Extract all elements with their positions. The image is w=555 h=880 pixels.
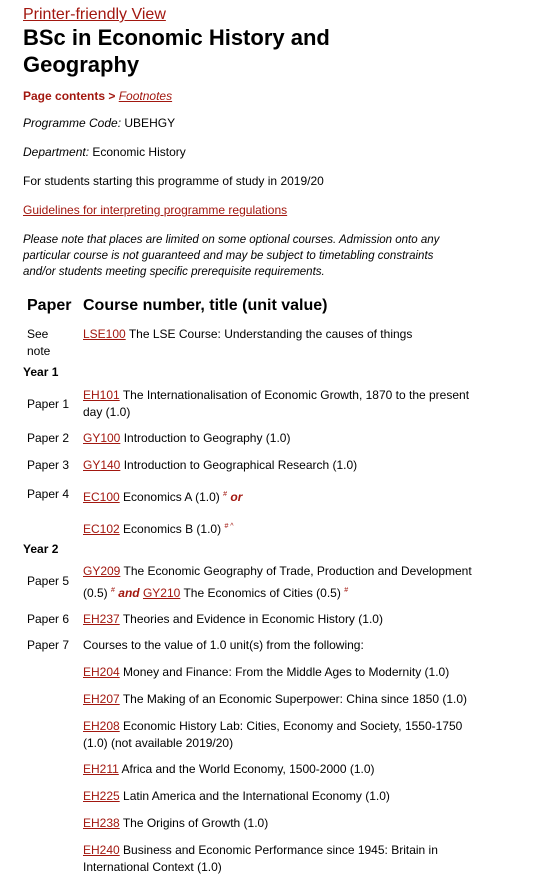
course-cell xyxy=(83,518,483,538)
course-title: The Origins of Growth (1.0) xyxy=(122,816,269,830)
conjunction: and xyxy=(118,586,140,600)
course-link[interactable]: GY100 xyxy=(83,431,121,445)
course-title: Economics B (1.0) xyxy=(123,522,222,536)
paper-cell: Paper 7 xyxy=(27,638,70,652)
availability-note: Please note that places are limited on some optional courses. Admission onto any particular course is not guaranteed and may be subject to timetabling constraints and/or students meeting specific prerequisite requirements. xyxy=(23,234,440,278)
department-value: Economic History xyxy=(92,145,186,159)
course-cell xyxy=(83,842,483,876)
course-link[interactable]: EH238 xyxy=(83,816,120,830)
course-cell xyxy=(83,326,483,343)
course-title: Introduction to Geographical Research (1.0) xyxy=(123,458,358,472)
course-title: The Internationalisation of Economic Growth, 1870 to the present day (1.0) xyxy=(83,388,470,419)
conjunction: or xyxy=(230,490,243,504)
paper-cell: See note xyxy=(27,327,51,358)
course-link[interactable]: EH204 xyxy=(83,665,120,679)
paper-cell: Paper 2 xyxy=(27,431,70,445)
course-cell xyxy=(83,761,483,778)
page-title: BSc in Economic History and Geography xyxy=(23,25,330,77)
page-contents-label: Page contents > xyxy=(23,89,116,103)
programme-code-value: UBEHGY xyxy=(124,116,176,130)
course-title: The Economics of Cities (0.5) xyxy=(183,586,341,600)
course-title: Introduction to Geography (1.0) xyxy=(123,431,291,445)
course-link[interactable]: GY210 xyxy=(142,586,181,600)
guidelines-link[interactable]: Guidelines for interpreting programme regulations xyxy=(23,203,288,217)
course-title: The Making of an Economic Superpower: China since 1850 (1.0) xyxy=(122,692,468,706)
course-cell xyxy=(83,486,483,506)
course-title: Theories and Evidence in Economic History (1.0) xyxy=(122,612,383,626)
course-link[interactable]: GY209 xyxy=(83,564,121,578)
course-cell xyxy=(83,788,483,805)
year-heading: Year 2 xyxy=(23,542,59,556)
course-title: Latin America and the International Economy (1.0) xyxy=(123,789,390,803)
course-cell xyxy=(83,387,483,421)
footnote-marker[interactable]: # xyxy=(223,491,228,498)
course-link[interactable]: EH101 xyxy=(83,388,120,402)
course-cell xyxy=(83,561,483,603)
course-link[interactable]: LSE100 xyxy=(83,327,126,341)
department-label: Department: xyxy=(23,145,90,159)
programme-code xyxy=(23,115,175,131)
course-cell xyxy=(83,718,483,752)
course-link[interactable]: GY140 xyxy=(83,458,121,472)
programme-code-label: Programme Code: xyxy=(23,116,122,130)
header-paper: Paper xyxy=(27,297,72,314)
course-cell xyxy=(83,430,483,447)
printer-friendly-link[interactable]: Printer-friendly View xyxy=(23,6,166,23)
department xyxy=(23,144,186,160)
course-title: Economic History Lab: Cities, Economy and Society, 1550-1750 (1.0) (not available 2019/20) xyxy=(83,719,463,750)
course-link[interactable]: EC102 xyxy=(83,522,120,536)
course-cell: Courses to the value of 1.0 unit(s) from the following: xyxy=(83,638,364,652)
course-title: Economics A (1.0) xyxy=(123,490,220,504)
year-heading: Year 1 xyxy=(23,365,59,379)
course-cell xyxy=(83,691,483,708)
course-cell xyxy=(83,664,483,681)
course-cell xyxy=(83,457,483,474)
paper-cell: Paper 3 xyxy=(27,458,70,472)
course-title: The Economic Geography of Trade, Production and Development (0.5) xyxy=(83,564,472,600)
footnote-marker[interactable]: # xyxy=(111,587,115,594)
paper-cell: Paper 6 xyxy=(27,612,70,626)
course-link[interactable]: EH211 xyxy=(83,762,119,776)
course-title: The LSE Course: Understanding the causes of things xyxy=(128,327,413,341)
footnotes-link[interactable]: Footnotes xyxy=(118,89,173,103)
course-link[interactable]: EH225 xyxy=(83,789,120,803)
course-link[interactable]: EH207 xyxy=(83,692,120,706)
paper-cell: Paper 5 xyxy=(27,574,70,588)
course-title: Business and Economic Performance since 1945: Britain in International Context (1.0) xyxy=(83,843,438,874)
course-link[interactable]: EC100 xyxy=(83,490,120,504)
course-cell xyxy=(83,611,483,628)
course-link[interactable]: EH240 xyxy=(83,843,120,857)
footnote-marker[interactable]: # ^ xyxy=(224,523,234,530)
page-contents xyxy=(23,89,172,103)
students-line: For students starting this programme of study in 2019/20 xyxy=(23,174,324,188)
course-link[interactable]: EH208 xyxy=(83,719,120,733)
paper-cell: Paper 1 xyxy=(27,397,70,411)
course-link[interactable]: EH237 xyxy=(83,612,120,626)
header-course: Course number, title (unit value) xyxy=(83,297,328,314)
course-title: Money and Finance: From the Middle Ages to Modernity (1.0) xyxy=(123,665,450,679)
footnote-marker[interactable]: # xyxy=(344,587,349,594)
paper-cell: Paper 4 xyxy=(27,487,70,501)
course-title: Africa and the World Economy, 1500-2000 (1.0) xyxy=(121,762,375,776)
course-cell xyxy=(83,815,483,832)
